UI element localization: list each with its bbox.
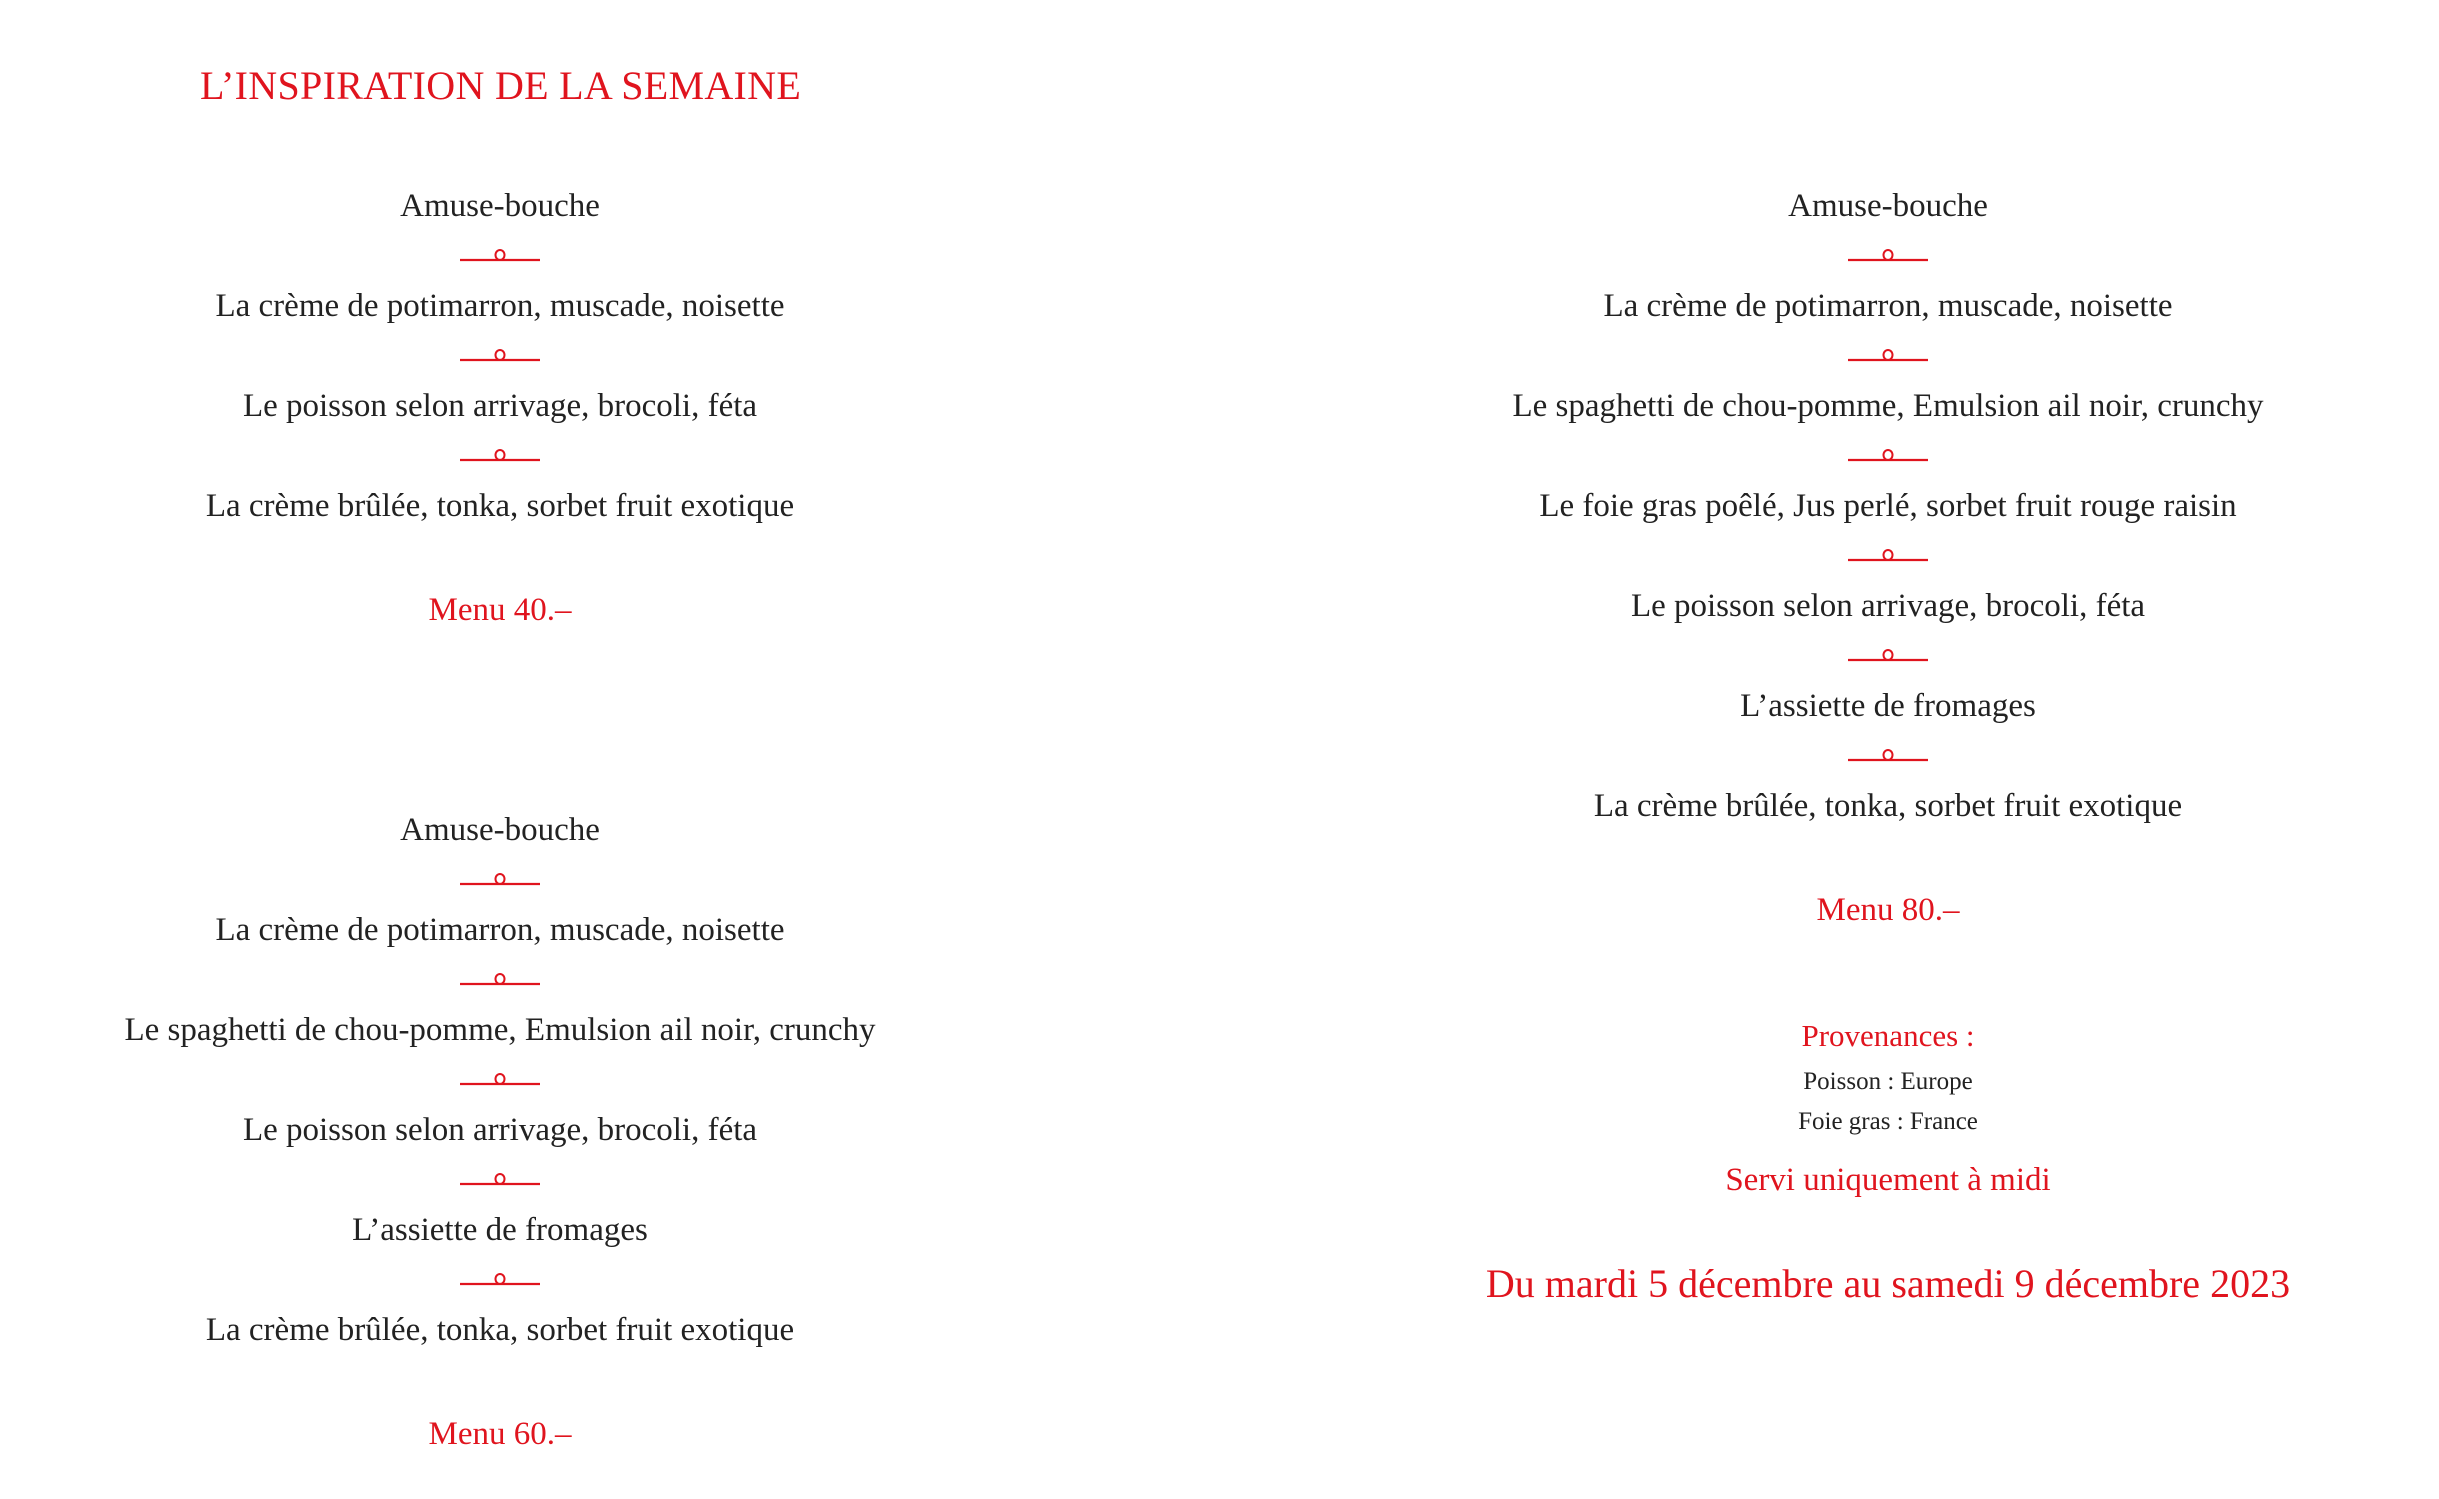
course-item: Le spaghetti de chou-pomme, Emulsion ail noir, crunchy [1512,388,2264,424]
course-item: Amuse-bouche [400,188,600,224]
course-item: L’assiette de fromages [1740,688,2036,724]
info-block [1438,1010,2338,1314]
separator-icon [1438,532,2338,580]
course-item: Le spaghetti de chou-pomme, Emulsion ail noir, crunchy [124,1012,876,1048]
page-title: L’INSPIRATION DE LA SEMAINE [200,63,802,108]
separator-icon [50,856,950,904]
date-range: Du mardi 5 décembre au samedi 9 décembre 2023 [1485,1261,2291,1306]
menu-price: Menu 80.– [1816,892,1960,928]
menu-60 [50,804,950,1460]
menu-price: Menu 40.– [428,592,572,628]
course-item: Le foie gras poêlé, Jus perlé, sorbet fruit rouge raisin [1539,488,2237,524]
course-item: La crème brûlée, tonka, sorbet fruit exotique [205,488,795,524]
course-item: Le poisson selon arrivage, brocoli, féta [242,1112,758,1148]
separator-icon [1438,332,2338,380]
separator-icon [50,1056,950,1104]
separator-icon [50,432,950,480]
menu-80 [1438,180,2338,936]
served-note: Servi uniquement à midi [1725,1162,2051,1198]
separator-icon [50,1156,950,1204]
menu-price: Menu 60.– [428,1416,572,1452]
separator-icon [1438,432,2338,480]
course-item: La crème de potimarron, muscade, noisette [1603,288,2173,324]
course-item: La crème de potimarron, muscade, noisette [215,912,785,948]
menu-40 [50,180,950,636]
separator-icon [50,232,950,280]
course-item: La crème brûlée, tonka, sorbet fruit exotique [205,1312,795,1348]
provenance-foie-gras: Foie gras : France [1798,1108,1978,1135]
course-item: Amuse-bouche [400,812,600,848]
separator-icon [50,956,950,1004]
course-item: L’assiette de fromages [352,1212,648,1248]
course-item: La crème brûlée, tonka, sorbet fruit exotique [1593,788,2183,824]
separator-icon [50,1256,950,1304]
provenance-title: Provenances : [1801,1018,1975,1053]
course-item: Le poisson selon arrivage, brocoli, féta [242,388,758,424]
separator-icon [1438,732,2338,780]
course-item: Le poisson selon arrivage, brocoli, féta [1630,588,2146,624]
separator-icon [1438,632,2338,680]
separator-icon [1438,232,2338,280]
separator-icon [50,332,950,380]
provenance-fish: Poisson : Europe [1803,1068,1973,1095]
course-item: Amuse-bouche [1788,188,1988,224]
course-item: La crème de potimarron, muscade, noisette [215,288,785,324]
